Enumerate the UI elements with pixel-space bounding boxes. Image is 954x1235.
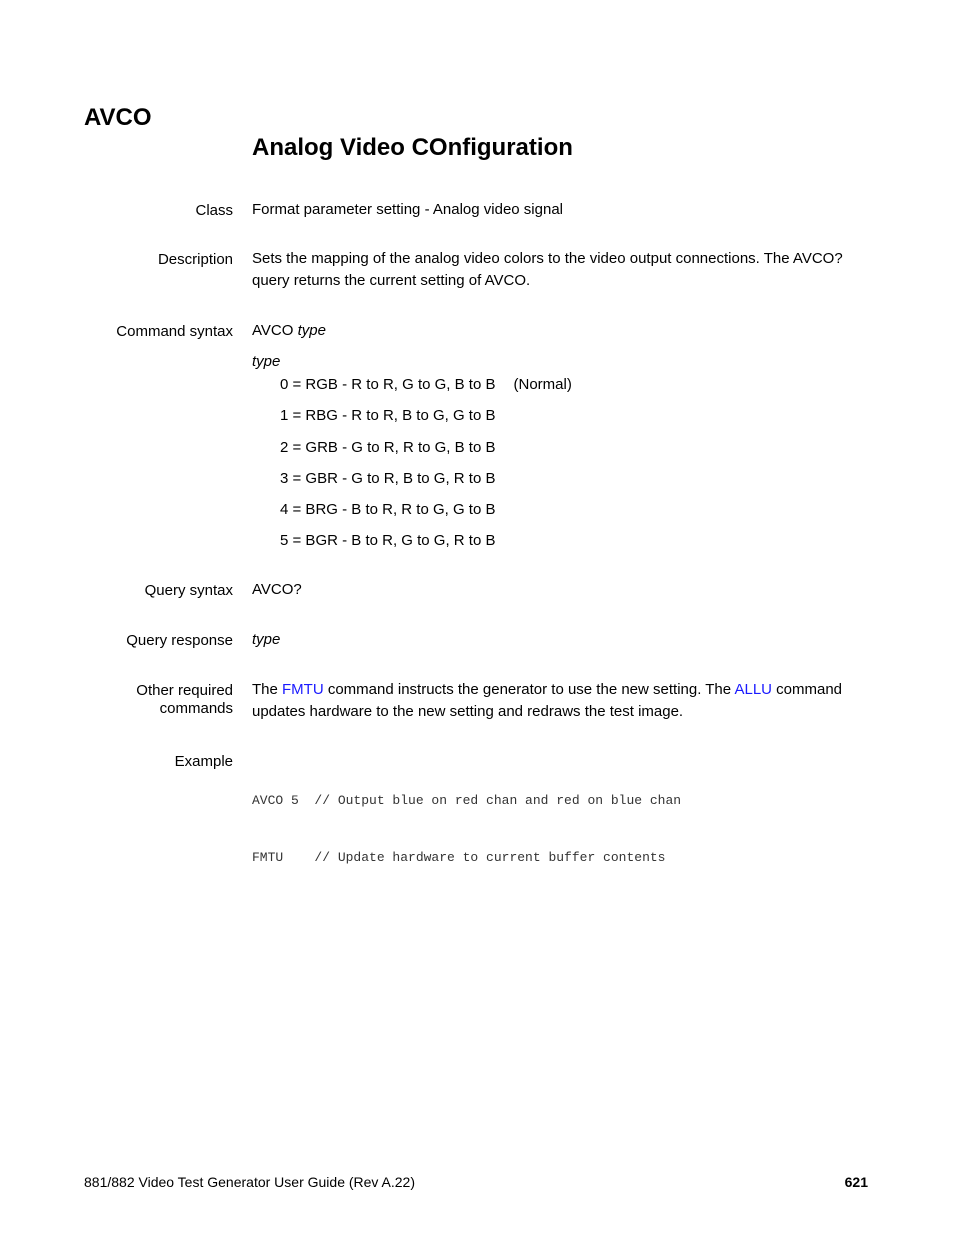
fmtu-link[interactable]: FMTU	[282, 681, 324, 698]
example-code-line-1: AVCO 5 // Output blue on red chan and red on blue chan	[252, 793, 682, 808]
other-required-line-1	[252, 679, 842, 701]
page-number: 621	[844, 1174, 868, 1190]
option-0-text: 0 = RGB - R to R, G to G, B to B	[280, 376, 496, 393]
class-label: Class	[195, 202, 233, 219]
command-syntax-command: AVCO	[252, 322, 294, 339]
description-label: Description	[157, 251, 233, 268]
command-syntax-label: Command syntax	[116, 323, 233, 340]
option-4: 4 = BRG - B to R, R to G, G to B	[280, 501, 496, 518]
other-required-text-3: command	[772, 681, 843, 698]
command-syntax-param: type	[297, 322, 326, 339]
query-response-value: type	[252, 631, 281, 648]
query-syntax-label: Query syntax	[144, 582, 233, 599]
other-required-label	[136, 682, 233, 718]
option-2: 2 = GRB - G to R, R to G, B to B	[280, 439, 496, 456]
footer-guide-title: 881/882 Video Test Generator User Guide (Rev A.22)	[84, 1174, 416, 1190]
example-label: Example	[174, 753, 233, 770]
description-line-1: Sets the mapping of the analog video colors to the video output connections. The AVCO?	[252, 250, 843, 267]
description-line-2: query returns the current setting of AVCO.	[252, 272, 531, 289]
command-syntax-value	[252, 320, 326, 342]
command-name: AVCO	[84, 104, 152, 131]
page-title: Analog Video COnfiguration	[252, 134, 573, 161]
other-required-text-1: The	[252, 681, 283, 698]
description-text	[252, 248, 843, 292]
option-1: 1 = RBG - R to R, B to G, G to B	[280, 407, 496, 424]
query-response-label: Query response	[126, 632, 233, 649]
option-0	[280, 376, 572, 394]
other-required-line-2: updates hardware to the new setting and redraws the test image.	[252, 703, 684, 720]
other-required-text-2: command instructs the generator to use the new setting. The	[323, 681, 735, 698]
default-note: (Normal)	[513, 376, 572, 393]
example-code-line-2: FMTU // Update hardware to current buffer contents	[252, 850, 666, 865]
param-heading: type	[252, 353, 281, 370]
other-required-label-line-2: commands	[159, 700, 233, 717]
option-3: 3 = GBR - G to R, B to G, R to B	[280, 470, 496, 487]
example-code	[252, 753, 681, 886]
allu-link[interactable]: ALLU	[734, 681, 772, 698]
class-value: Format parameter setting - Analog video signal	[252, 201, 563, 218]
option-5: 5 = BGR - B to R, G to G, R to B	[280, 532, 496, 549]
other-required-label-line-1: Other required	[136, 682, 233, 699]
query-syntax-value: AVCO?	[252, 581, 302, 598]
other-required-text	[252, 679, 842, 723]
